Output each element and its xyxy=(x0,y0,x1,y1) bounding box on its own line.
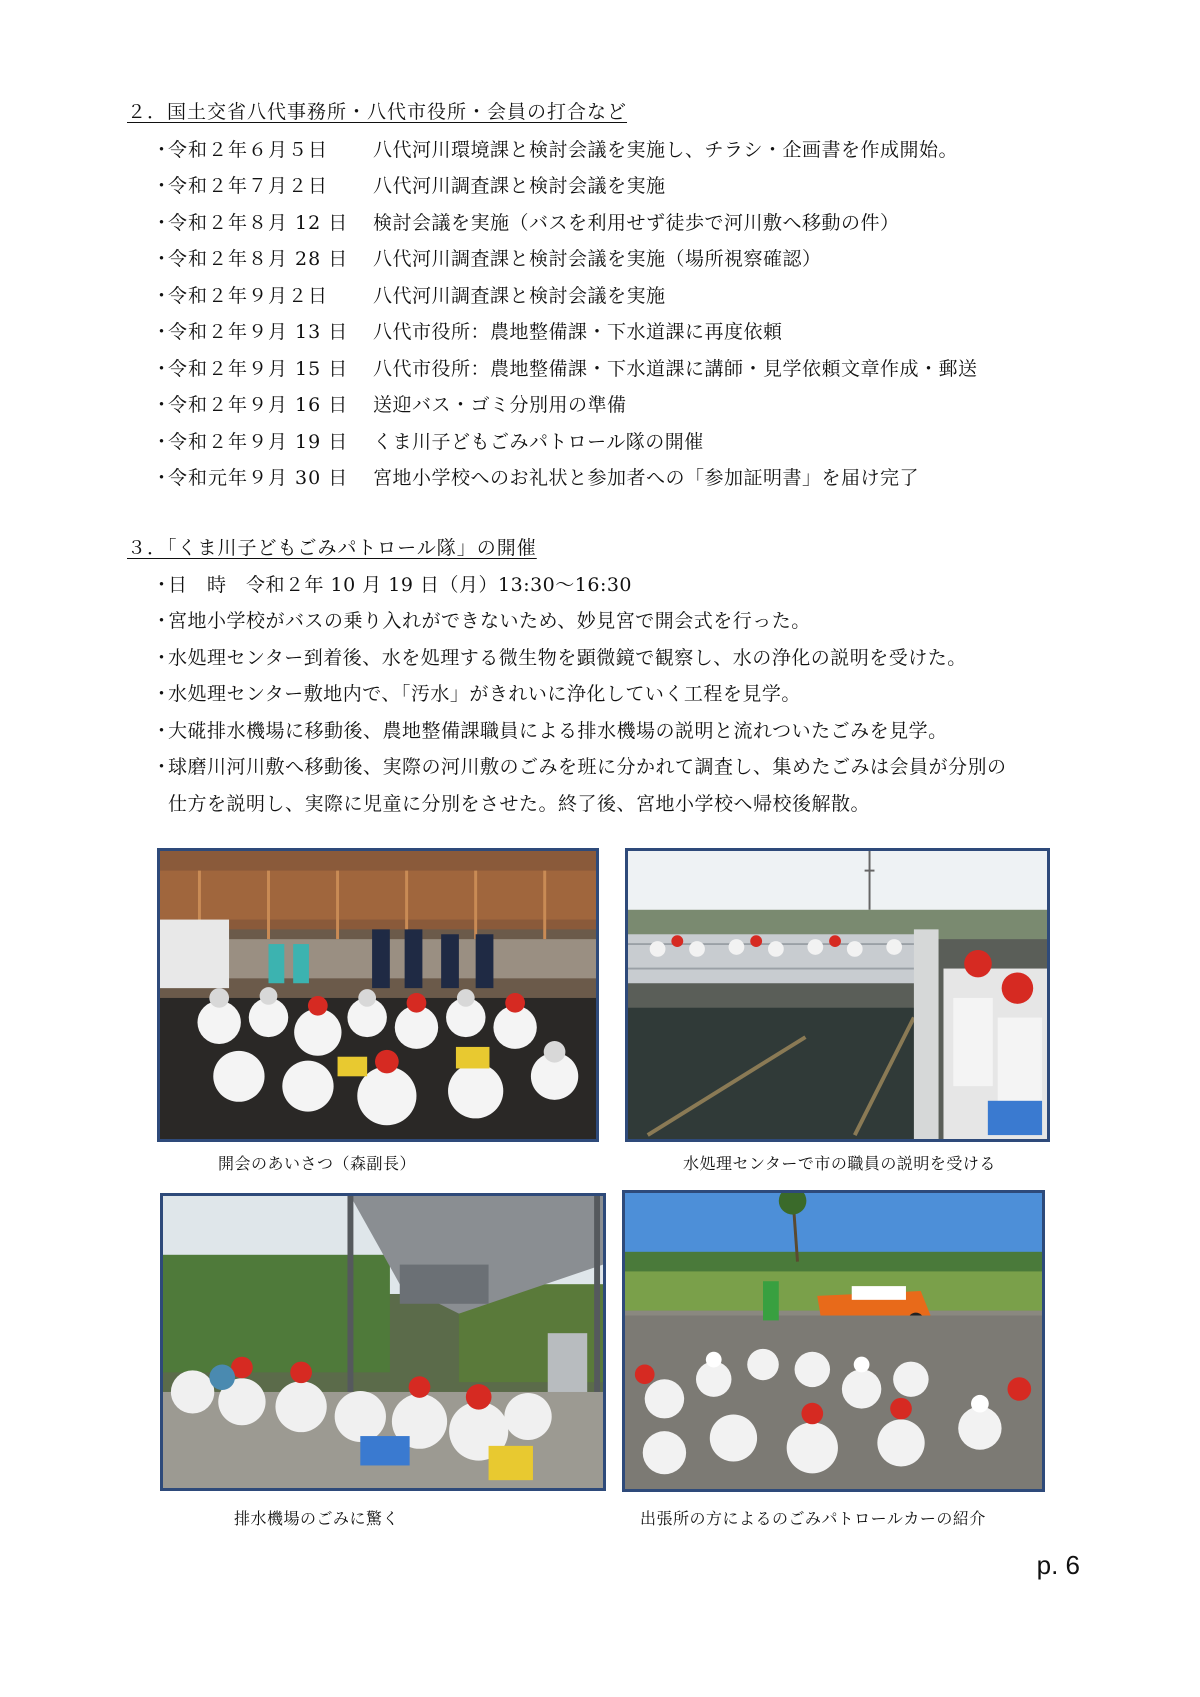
event-text: 水処理センター敷地内で、「汚水」がきれいに浄化していく工程を見学。 xyxy=(168,683,801,706)
photo-caption: 排水機場のごみに驚く xyxy=(234,1509,400,1528)
bullet: ・ xyxy=(152,756,172,779)
schedule-item xyxy=(152,203,1112,240)
event-text: 仕方を説明し、実際に児童に分別をさせた。終了後、宮地小学校へ帰校後解散。 xyxy=(168,792,871,815)
bullet: ・ xyxy=(152,284,172,307)
event-datetime: 日 時 令和２年 10 月 19 日（月）13:30〜16:30 xyxy=(168,573,633,596)
schedule-date: 令和２年８月 12 日 xyxy=(168,211,349,234)
bullet: ・ xyxy=(152,138,172,161)
bullet: ・ xyxy=(152,683,172,706)
photo-opening-ceremony xyxy=(157,848,599,1142)
schedule-item xyxy=(152,386,1112,423)
schedule-item xyxy=(152,422,1112,459)
schedule-date: 令和２年９月 13 日 xyxy=(168,321,349,344)
schedule-description: 八代市役所：農地整備課・下水道課に再度依頼 xyxy=(373,321,783,344)
schedule-description: 宮地小学校へのお礼状と参加者への「参加証明書」を届け完了 xyxy=(373,467,920,490)
event-text: 球磨川河川敷へ移動後、実際の河川敷のごみを班に分かれて調査し、集めたごみは会員が分別の xyxy=(168,756,1007,779)
bullet: ・ xyxy=(152,321,172,344)
schedule-item xyxy=(152,349,1112,386)
schedule-description: 八代河川環境課と検討会議を実施し、チラシ・企画書を作成開始。 xyxy=(373,138,959,161)
photo-caption: 開会のあいさつ（森副長） xyxy=(218,1154,417,1173)
schedule-item xyxy=(152,313,1112,350)
schedule-date: 令和２年７月２日 xyxy=(168,175,329,198)
schedule-description: 送迎バス・ゴミ分別用の準備 xyxy=(373,394,627,417)
schedule-date: 令和２年６月５日 xyxy=(168,138,329,161)
bullet: ・ xyxy=(152,430,172,453)
meeting-schedule-list xyxy=(152,130,1112,495)
event-text: 水処理センター到着後、水を処理する微生物を顕微鏡で観察し、水の浄化の説明を受けた。 xyxy=(168,646,967,669)
bullet: ・ xyxy=(152,573,172,596)
schedule-item xyxy=(152,130,1112,167)
bullet: ・ xyxy=(152,248,172,271)
schedule-description: 検討会議を実施（バスを利用せず徒歩で河川敷へ移動の件） xyxy=(373,211,900,234)
bullet: ・ xyxy=(152,394,172,417)
schedule-description: 八代河川調査課と検討会議を実施 xyxy=(373,175,666,198)
schedule-item xyxy=(152,459,1112,496)
bullet: ・ xyxy=(152,610,172,633)
schedule-date: 令和２年９月 15 日 xyxy=(168,357,349,380)
schedule-item xyxy=(152,276,1112,313)
page-number: p. 6 xyxy=(1036,1550,1080,1580)
schedule-date: 令和２年９月２日 xyxy=(168,284,329,307)
photo-drainage-station xyxy=(160,1193,606,1491)
bullet: ・ xyxy=(152,175,172,198)
bullet: ・ xyxy=(152,211,172,234)
photo-caption: 水処理センターで市の職員の説明を受ける xyxy=(683,1154,996,1173)
event-text: 宮地小学校がバスの乗り入れができないため、妙見宮で開会式を行った。 xyxy=(168,610,811,633)
event-line xyxy=(152,675,1102,712)
schedule-item xyxy=(152,167,1112,204)
schedule-description: 八代河川調査課と検討会議を実施（場所視察確認） xyxy=(373,248,822,271)
event-details xyxy=(152,565,1102,821)
schedule-date: 令和２年９月 19 日 xyxy=(168,430,349,453)
schedule-date: 令和２年９月 16 日 xyxy=(168,394,349,417)
event-text: 大硴排水機場に移動後、農地整備課職員による排水機場の説明と流れついたごみを見学。 xyxy=(168,719,948,742)
bullet: ・ xyxy=(152,467,172,490)
bullet: ・ xyxy=(152,357,172,380)
photo-water-treatment-center xyxy=(625,848,1050,1142)
section-3-heading: ３．「くま川子どもごみパトロール隊」の開催 xyxy=(127,537,537,559)
event-line xyxy=(152,711,1102,748)
bullet: ・ xyxy=(152,646,172,669)
bullet: ・ xyxy=(152,719,172,742)
section-2-heading: ２．国土交省八代事務所・八代市役所・会員の打合など xyxy=(127,101,628,123)
schedule-item xyxy=(152,240,1112,277)
event-line-continuation xyxy=(152,784,1102,821)
schedule-description: くま川子どもごみパトロール隊の開催 xyxy=(373,430,704,453)
event-line xyxy=(152,748,1102,785)
schedule-description: 八代市役所：農地整備課・下水道課に講師・見学依頼文章作成・郵送 xyxy=(373,357,978,380)
photo-caption: 出張所の方によるのごみパトロールカーの紹介 xyxy=(640,1509,986,1528)
event-line xyxy=(152,602,1102,639)
schedule-description: 八代河川調査課と検討会議を実施 xyxy=(373,284,666,307)
event-line xyxy=(152,638,1102,675)
photo-patrol-car xyxy=(622,1190,1045,1492)
schedule-date: 令和２年８月 28 日 xyxy=(168,248,349,271)
schedule-date: 令和元年９月 30 日 xyxy=(168,467,349,490)
event-line xyxy=(152,565,1102,602)
